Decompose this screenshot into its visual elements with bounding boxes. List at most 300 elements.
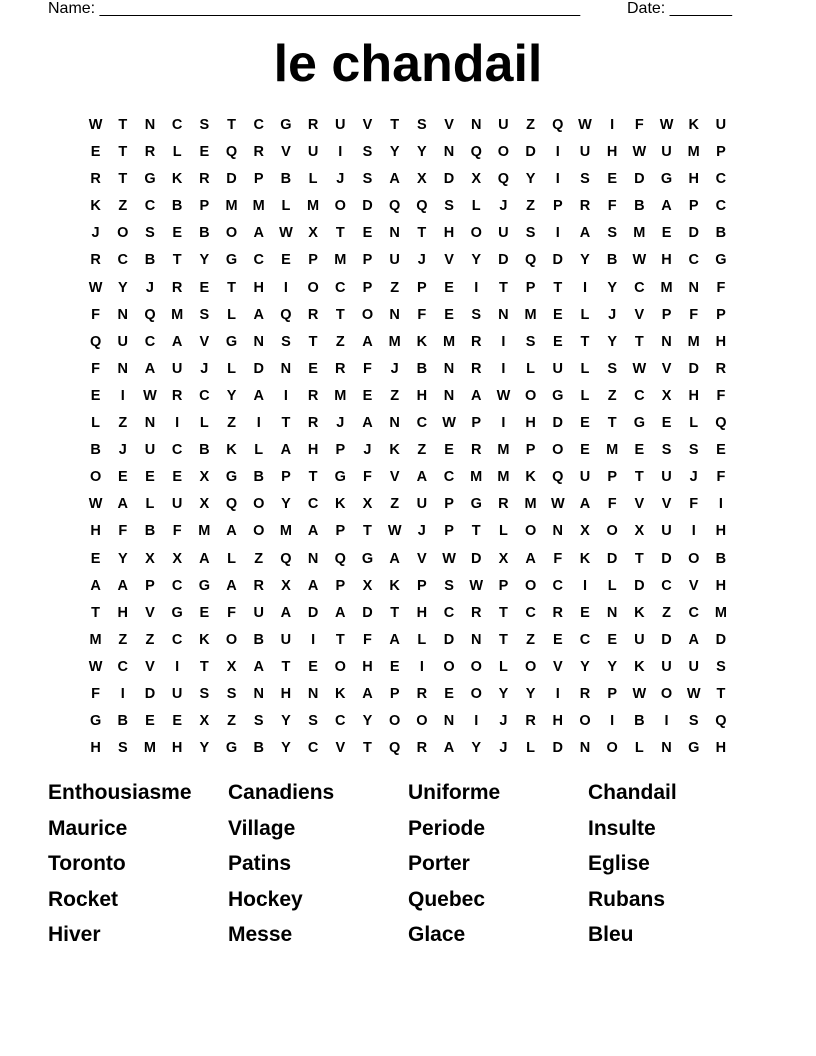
grid-letter: C	[525, 604, 536, 621]
grid-letter: S	[444, 198, 454, 215]
grid-letter: W	[686, 685, 701, 702]
grid-letter: L	[254, 442, 264, 459]
grid-letter: P	[688, 198, 699, 215]
grid-letter: W	[578, 117, 592, 133]
grid-letter: Q	[144, 306, 156, 323]
grid-letter: L	[308, 171, 318, 188]
grid-row	[82, 573, 736, 600]
grid-letter: M	[334, 387, 347, 404]
grid-letter: V	[634, 496, 645, 513]
grid-letter: A	[307, 577, 319, 594]
grid-letter: W	[659, 117, 674, 133]
grid-letter: M	[307, 198, 320, 215]
word-list-item: Eglise	[588, 852, 650, 875]
grid-letter: N	[661, 333, 672, 350]
grid-letter: Q	[389, 740, 401, 757]
grid-letter: P	[145, 577, 155, 594]
grid-letter: W	[469, 577, 484, 594]
grid-row	[82, 356, 736, 383]
name-field-label: Name: ______________________________________________________	[48, 0, 581, 17]
grid-letter: X	[471, 171, 482, 188]
word-list-item: Maurice	[48, 816, 128, 840]
grid-letter: J	[145, 279, 154, 296]
grid-letter: N	[307, 550, 319, 567]
grid-letter: E	[281, 252, 291, 269]
grid-letter: S	[362, 144, 373, 161]
grid-letter: X	[580, 523, 590, 540]
grid-letter: C	[579, 631, 591, 648]
grid-letter: S	[199, 685, 210, 702]
grid-letter: I	[582, 577, 587, 594]
grid-letter: D	[715, 631, 727, 648]
grid-letter: S	[444, 577, 454, 594]
grid-letter: Q	[225, 144, 238, 161]
grid-letter: U	[552, 360, 564, 377]
grid-letter: Y	[607, 658, 617, 675]
grid-letter: I	[501, 415, 506, 432]
grid-letter: B	[416, 360, 428, 377]
grid-letter: X	[362, 577, 373, 594]
grid-letter: K	[688, 117, 699, 133]
grid-letter: L	[281, 198, 291, 215]
grid-letter: M	[687, 144, 700, 161]
grid-letter: B	[715, 550, 727, 567]
grid-row	[82, 735, 736, 762]
grid-letter: R	[307, 117, 319, 133]
grid-letter: W	[88, 117, 103, 133]
grid-letter: A	[688, 631, 699, 648]
grid-letter: L	[471, 198, 481, 215]
grid-letter: B	[253, 740, 264, 757]
grid-letter: E	[172, 713, 182, 730]
grid-letter: Q	[715, 713, 727, 730]
grid-letter: E	[444, 442, 454, 459]
grid-letter: T	[498, 604, 508, 621]
grid-letter: W	[88, 496, 103, 513]
grid-letter: I	[582, 279, 587, 296]
grid-letter: Z	[417, 442, 427, 459]
grid-letter: T	[634, 333, 644, 350]
grid-letter: H	[362, 658, 373, 675]
grid-letter: L	[498, 658, 508, 675]
grid-letter: A	[280, 442, 292, 459]
grid-letter: G	[171, 604, 183, 621]
grid-letter: Y	[417, 144, 427, 161]
grid-letter: M	[442, 333, 456, 350]
grid-letter: M	[714, 604, 727, 621]
grid-letter: H	[661, 252, 672, 269]
grid-letter: C	[443, 469, 455, 486]
grid-letter: S	[580, 171, 590, 188]
grid-letter: S	[199, 306, 210, 323]
grid-letter: Z	[118, 415, 128, 432]
grid-letter: R	[416, 685, 428, 702]
grid-letter: E	[580, 415, 590, 432]
grid-letter: J	[91, 225, 100, 242]
grid-letter: A	[470, 387, 482, 404]
grid-letter: I	[610, 713, 615, 730]
grid-letter: S	[417, 117, 427, 133]
grid-letter: A	[253, 387, 264, 404]
grid-letter: Z	[390, 496, 400, 513]
word-list-item: Bleu	[588, 923, 634, 946]
grid-letter: C	[443, 604, 455, 621]
grid-letter: I	[610, 117, 615, 133]
grid-letter: U	[171, 685, 183, 702]
grid-letter: O	[606, 523, 618, 540]
grid-letter: J	[499, 740, 508, 757]
grid-letter: X	[199, 469, 210, 486]
grid-letter: T	[172, 252, 182, 269]
grid-letter: L	[526, 740, 536, 757]
grid-letter: R	[335, 360, 346, 377]
grid-letter: G	[660, 171, 673, 188]
grid-letter: R	[171, 387, 183, 404]
grid-letter: P	[335, 523, 346, 540]
grid-letter: E	[362, 225, 373, 242]
grid-letter: S	[607, 360, 617, 377]
grid-letter: R	[171, 279, 183, 296]
grid-letter: C	[335, 279, 346, 296]
grid-letter: M	[143, 740, 157, 757]
grid-letter: Y	[281, 496, 291, 513]
grid-letter: I	[175, 415, 180, 432]
grid-letter: X	[661, 387, 672, 404]
grid-row	[82, 681, 736, 708]
grid-letter: N	[579, 740, 591, 757]
grid-letter: H	[715, 577, 727, 594]
grid-letter: U	[335, 117, 346, 133]
grid-row	[82, 329, 736, 356]
grid-letter: S	[716, 658, 726, 675]
grid-letter: P	[335, 577, 346, 594]
word-list-item: Glace	[408, 923, 466, 946]
grid-letter: D	[525, 144, 536, 161]
grid-letter: O	[524, 658, 537, 675]
grid-letter: R	[90, 252, 101, 269]
grid-letter: N	[443, 360, 455, 377]
grid-letter: P	[335, 442, 346, 459]
grid-letter: C	[416, 415, 428, 432]
grid-letter: T	[417, 225, 427, 242]
grid-letter: G	[89, 713, 102, 730]
grid-letter: K	[226, 442, 237, 459]
grid-letter: H	[525, 415, 536, 432]
grid-row	[82, 600, 736, 627]
grid-letter: B	[634, 713, 645, 730]
grid-row	[82, 654, 736, 681]
grid-letter: O	[225, 631, 238, 648]
grid-letter: U	[688, 658, 699, 675]
grid-letter: A	[443, 740, 455, 757]
grid-letter: P	[607, 685, 617, 702]
grid-letter: O	[334, 198, 346, 215]
grid-letter: M	[252, 198, 265, 215]
grid-letter: F	[363, 360, 372, 377]
grid-letter: N	[389, 225, 400, 242]
grid-letter: O	[470, 658, 482, 675]
grid-letter: N	[661, 740, 672, 757]
grid-letter: U	[498, 117, 509, 133]
grid-letter: C	[307, 496, 319, 513]
grid-letter: Y	[117, 550, 128, 567]
grid-letter: E	[172, 469, 182, 486]
grid-letter: U	[280, 631, 292, 648]
grid-letter: B	[199, 225, 210, 242]
grid-letter: D	[634, 577, 645, 594]
grid-letter: P	[253, 171, 264, 188]
grid-letter: R	[307, 306, 319, 323]
grid-letter: T	[363, 740, 372, 757]
grid-letter: C	[171, 577, 183, 594]
grid-letter: M	[171, 306, 184, 323]
grid-letter: O	[253, 496, 265, 513]
grid-letter: H	[443, 225, 455, 242]
grid-letter: I	[283, 279, 288, 296]
grid-row	[82, 464, 736, 491]
grid-letter: Y	[498, 685, 509, 702]
grid-letter: Y	[525, 685, 536, 702]
grid-letter: O	[497, 144, 510, 161]
grid-letter: K	[335, 685, 346, 702]
grid-letter: Z	[526, 198, 536, 215]
grid-letter: Q	[552, 117, 564, 133]
grid-letter: M	[89, 631, 102, 648]
grid-letter: F	[634, 117, 644, 133]
grid-letter: K	[525, 469, 536, 486]
grid-letter: A	[579, 496, 591, 513]
grid-letter: V	[281, 144, 291, 161]
grid-letter: F	[118, 523, 128, 540]
grid-letter: W	[279, 225, 293, 242]
grid-letter: Y	[226, 387, 237, 404]
grid-letter: R	[579, 198, 591, 215]
grid-letter: V	[634, 306, 645, 323]
grid-row	[82, 518, 736, 545]
grid-letter: I	[691, 523, 696, 540]
grid-letter: D	[552, 415, 564, 432]
grid-letter: H	[715, 740, 727, 757]
grid-letter: F	[607, 496, 617, 513]
grid-letter: L	[634, 740, 644, 757]
grid-letter: K	[335, 496, 346, 513]
grid-letter: F	[363, 469, 372, 486]
grid-letter: E	[607, 631, 617, 648]
grid-letter: C	[171, 442, 183, 459]
word-list-item: Chandail	[588, 781, 677, 804]
grid-letter: Q	[524, 252, 537, 269]
grid-letter: W	[632, 252, 647, 269]
grid-letter: A	[416, 469, 428, 486]
word-list-item: Enthousiasme	[48, 781, 192, 804]
grid-letter: Y	[389, 144, 400, 161]
grid-letter: W	[632, 360, 647, 377]
grid-letter: P	[417, 279, 427, 296]
grid-letter: L	[227, 550, 236, 567]
grid-letter: L	[172, 144, 182, 161]
grid-letter: Z	[227, 415, 236, 432]
grid-letter: P	[471, 415, 482, 432]
grid-letter: T	[118, 144, 128, 161]
grid-letter: I	[311, 631, 316, 648]
grid-letter: X	[417, 171, 427, 188]
grid-letter: I	[175, 658, 180, 675]
grid-letter: B	[199, 442, 210, 459]
grid-letter: F	[91, 685, 101, 702]
grid-letter: L	[580, 360, 590, 377]
grid-letter: V	[444, 252, 454, 269]
grid-letter: H	[552, 713, 564, 730]
grid-letter: G	[715, 252, 727, 269]
grid-letter: C	[634, 279, 645, 296]
grid-letter: A	[335, 604, 346, 621]
grid-letter: A	[171, 333, 183, 350]
word-list-item: Insulte	[588, 816, 656, 840]
grid-letter: R	[525, 713, 536, 730]
grid-letter: V	[145, 658, 155, 675]
grid-letter: H	[280, 685, 292, 702]
grid-letter: Z	[118, 198, 128, 215]
grid-letter: O	[524, 387, 537, 404]
grid-letter: N	[688, 279, 699, 296]
grid-letter: N	[307, 685, 319, 702]
grid-letter: A	[199, 550, 210, 567]
grid-letter: B	[715, 225, 727, 242]
grid-letter: D	[498, 252, 509, 269]
grid-letter: M	[334, 252, 347, 269]
grid-letter: A	[362, 333, 373, 350]
grid-letter: Y	[607, 279, 617, 296]
grid-letter: F	[91, 306, 101, 323]
grid-letter: D	[634, 171, 645, 188]
grid-letter: A	[389, 171, 400, 188]
grid-letter: L	[145, 496, 155, 513]
grid-letter: U	[661, 469, 672, 486]
grid-letter: U	[416, 496, 428, 513]
grid-letter: P	[362, 279, 373, 296]
grid-letter: M	[687, 333, 700, 350]
grid-letter: S	[253, 713, 264, 730]
grid-letter: G	[225, 252, 238, 269]
grid-letter: Z	[145, 631, 155, 648]
grid-letter: D	[144, 685, 156, 702]
grid-letter: Z	[662, 604, 671, 621]
grid-letter: Q	[552, 469, 564, 486]
grid-letter: K	[199, 631, 210, 648]
grid-letter: Q	[225, 496, 238, 513]
grid-letter: Y	[471, 740, 482, 757]
grid-letter: Y	[525, 171, 536, 188]
grid-letter: H	[90, 740, 101, 757]
grid-letter: E	[444, 279, 454, 296]
word-list-item: Village	[228, 816, 296, 840]
grid-letter: J	[417, 523, 426, 540]
grid-letter: O	[389, 713, 401, 730]
grid-letter: W	[632, 144, 647, 161]
grid-letter: G	[633, 415, 645, 432]
grid-letter: P	[607, 469, 617, 486]
grid-letter: N	[253, 685, 264, 702]
grid-letter: M	[198, 523, 211, 540]
grid-letter: J	[336, 171, 345, 188]
grid-row	[82, 193, 736, 220]
grid-letter: T	[118, 117, 128, 133]
grid-letter: I	[474, 713, 479, 730]
grid-letter: I	[120, 387, 125, 404]
grid-letter: D	[307, 604, 319, 621]
grid-letter: D	[552, 740, 564, 757]
grid-letter: Z	[526, 631, 536, 648]
grid-letter: C	[715, 171, 727, 188]
grid-letter: G	[470, 496, 482, 513]
grid-letter: C	[253, 252, 264, 269]
grid-letter: P	[716, 144, 726, 161]
grid-letter: M	[524, 306, 537, 323]
grid-letter: C	[117, 252, 129, 269]
grid-letter: O	[416, 713, 428, 730]
grid-letter: X	[145, 550, 155, 567]
grid-letter: H	[307, 442, 319, 459]
grid-letter: X	[199, 496, 210, 513]
grid-letter: T	[390, 604, 400, 621]
grid-letter: M	[279, 523, 292, 540]
grid-row	[82, 220, 736, 247]
grid-letter: O	[660, 685, 673, 702]
grid-letter: L	[227, 360, 236, 377]
grid-letter: Y	[607, 333, 617, 350]
grid-letter: E	[607, 171, 617, 188]
grid-letter: U	[634, 631, 645, 648]
grid-letter: I	[664, 713, 669, 730]
grid-letter: C	[199, 387, 210, 404]
grid-letter: R	[498, 496, 509, 513]
grid-letter: N	[443, 713, 455, 730]
grid-letter: F	[716, 279, 726, 296]
grid-letter: U	[171, 360, 183, 377]
grid-letter: A	[226, 577, 237, 594]
grid-letter: R	[552, 604, 564, 621]
grid-letter: D	[470, 550, 482, 567]
grid-letter: Z	[607, 387, 617, 404]
grid-letter: A	[307, 523, 319, 540]
grid-row	[82, 166, 736, 193]
grid-letter: K	[90, 198, 101, 215]
grid-letter: O	[524, 577, 537, 594]
grid-letter: E	[90, 144, 101, 161]
grid-letter: V	[362, 117, 373, 133]
grid-letter: W	[550, 496, 565, 513]
grid-letter: P	[498, 577, 509, 594]
grid-letter: O	[225, 225, 238, 242]
grid-letter: N	[470, 631, 482, 648]
grid-letter: A	[90, 577, 101, 594]
grid-letter: C	[117, 658, 129, 675]
grid-letter: D	[661, 631, 672, 648]
grid-letter: E	[199, 604, 210, 621]
grid-letter: D	[552, 252, 564, 269]
grid-letter: O	[253, 523, 265, 540]
grid-letter: Q	[334, 550, 346, 567]
grid-letter: G	[361, 550, 374, 567]
grid-letter: R	[470, 604, 482, 621]
grid-letter: C	[688, 604, 699, 621]
grid-letter: U	[117, 333, 129, 350]
grid-letter: T	[607, 415, 617, 432]
grid-letter: S	[145, 225, 155, 242]
grid-letter: N	[144, 117, 156, 133]
grid-letter: F	[716, 387, 726, 404]
grid-letter: V	[688, 577, 699, 594]
